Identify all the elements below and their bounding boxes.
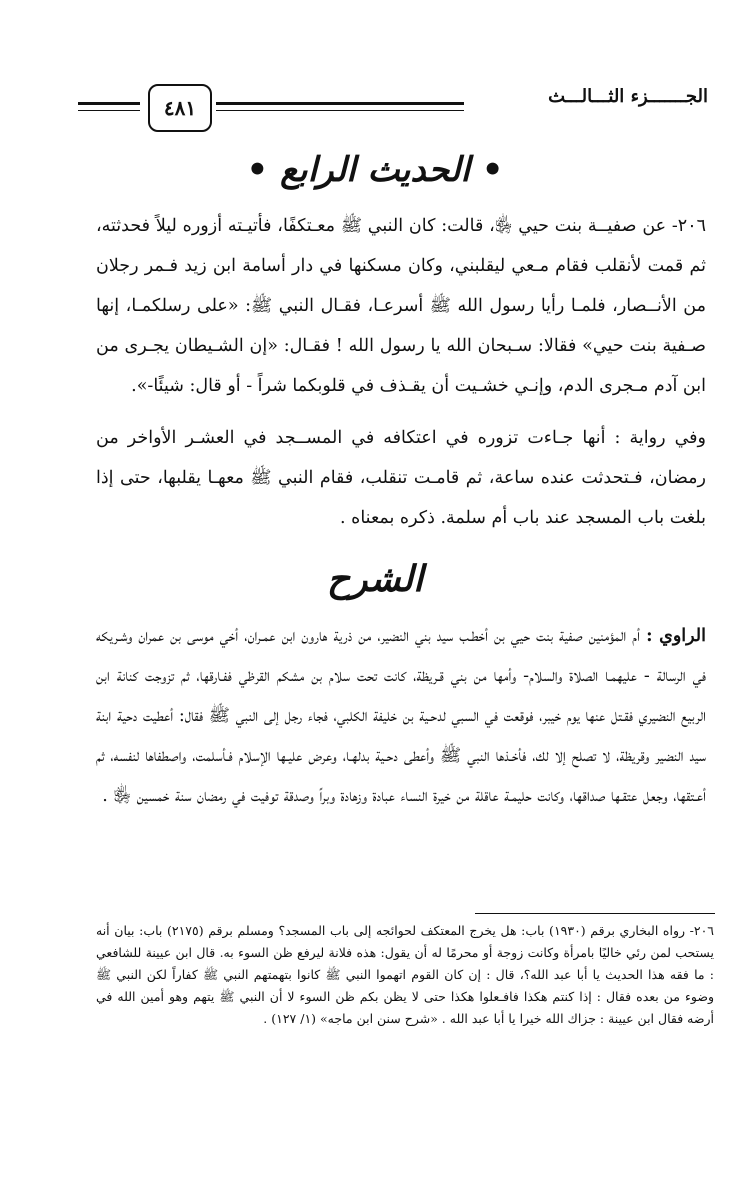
header-rule-right-thin xyxy=(216,110,464,111)
header-rule-left-thin xyxy=(78,110,140,111)
footnote-divider xyxy=(475,913,715,914)
running-title: الجـــــــزء الثـــالـــث xyxy=(548,86,708,107)
hadith-paragraph-1: ٢٠٦- عن صفيــة بنت حيي ﵂، قالت: كان النبي ﷺ معـتكفًا، فأتيـته أزوره ليلاً فحدثته، ثم قمت لأنقلب فقام مـعي ليقلبني، وكان مسكنها في دار أسامة ابن زيد فـمر رجلان من الأنــصار، فلمـا رأيا رسول الله ﷺ أسرعـا، فقـال النبي ﷺ: «على رسلكمـا، إنها صـفية بنت حيي» فقالا: سـبحان الله يا رسول الله ! فقـال: «إن الشـيطان يجـرى من ابن آدم مـجرى الدم، وإنـي خشـيت أن يقـذف في قلوبكما شراً - أو قال: شيئًا-». xyxy=(96,216,706,396)
hadith-paragraph-2: وفي رواية : أنها جـاءت تزوره في اعتكافه في المســجد في العشـر الأواخر من رمضان، فـتحدثت عنده ساعة، ثم قامـت تنقلب، فقام النبي ﷺ معهـا يقلبها، حتى إذا بلغت باب المسجد عند باب أم سلمة. ذكره بمعناه . xyxy=(96,428,706,528)
sharh-title: الشرح xyxy=(326,558,424,600)
hadith-title: • الحديث الرابع • xyxy=(246,150,504,190)
narrator-paragraph xyxy=(96,616,706,816)
narrator-label: الراوي : xyxy=(646,626,706,646)
narrator-text: أم المؤمنين صفية بنت حيي بن أخطـب سيد بني النضير، من ذرية هارون ابن عمـران، أخي موسى بن عمران وشـريكه في الرسالة - عليهمـا الصلاة والسلام- وأمها من بني قـريظة، كانت تحت سلام بن مشكم القرظي ففـارقها، ثم تزوجت كنانة ابن الربيع النضيري فقـتل عنها يوم خيبر، فوقعت في السبي لدحـية بن خليفة الكلبي، فجاء رجل إلى النبي ﷺ فقال: أعطيت دحية ابنة سيد النضير وقريظة، لا تصلح إلا لك، فأخـذها النبي ﷺ وأعطى دحـية بدلهـا، وعرض عليـها الإسلام فـأسلمت، واصطفاها لنفسه، ثم أعـتقها، وجعل عتقـها صداقها، وكانت حليمـة عاقلة من خيرة النساء عبادة وزهادة وبراً وصدقة توفيت في رمضان سنة خمسين ﵂ . xyxy=(96,626,706,806)
header-rule-right-thick xyxy=(216,102,464,105)
footnote: ٢٠٦- رواه البخاري برقم (١٩٣٠) باب: هل يخرج المعتكف لحوائجه إلى باب المسجد؟ ومسلم برقم (٢١٧٥) باب: بيان أنه يستحب لمن رئي خاليًا بامرأة وكانت زوجة أو محرمًا له أن يقول: هذه فلانة ليرفع ظن السوء به. قال ابن عيينة للشافعي : ما فقه هذا الحديث يا أبا عبد الله؟، قال : إن كان القوم اتهموا النبي ﷺ كانوا بتهمتهم النبي ﷺ كفاراً لكن النبي ﷺ وضوء من بعده فقال : إذا كنتم هكذا فافـعلوا هكذا حتى لا يظن بكم ظن السوء لا أن النبي ﷺ يتهم وهو أمين الله في أرضه فقال ابن عيينة : جزاك الله خيرا يا أبا عبد الله . «شرح سنن ابن ماجه» (١/ ١٢٧) . xyxy=(96,923,715,1026)
header-rule-left-thick xyxy=(78,102,140,105)
page-header xyxy=(78,78,708,134)
page-number: ٤٨١ xyxy=(148,84,212,132)
